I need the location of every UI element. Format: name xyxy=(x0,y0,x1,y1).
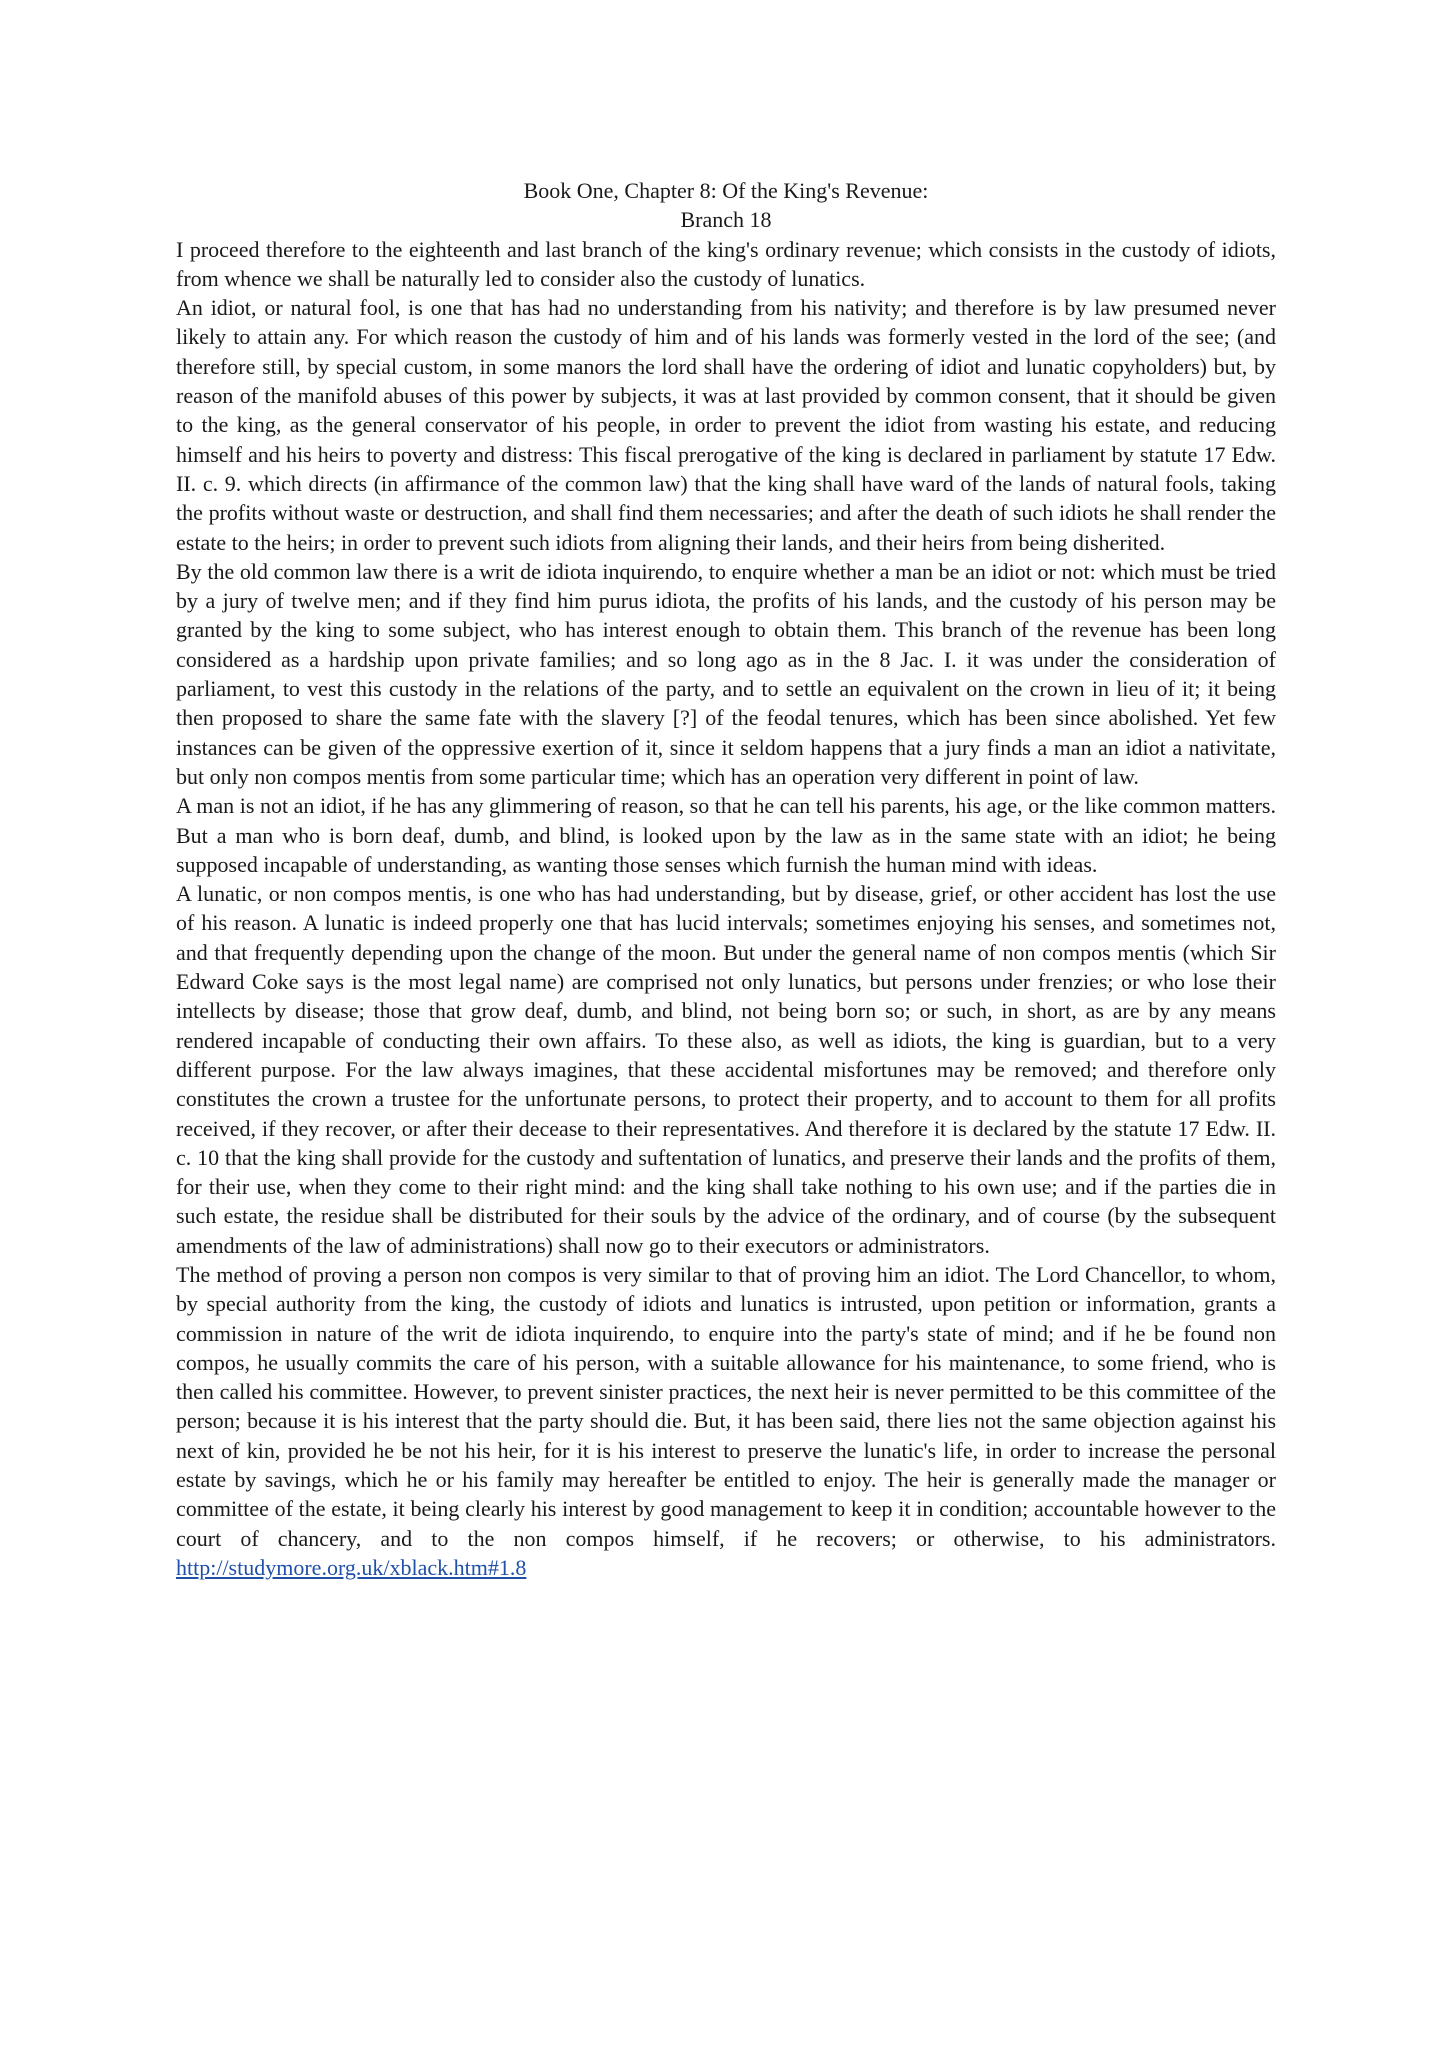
paragraph-2: An idiot, or natural fool, is one that has had no understanding from his nativity; and therefore is by law presumed never likely to attain any. For which reason the custody of him and of his lands was formerly vested in the lord of the see; (and therefore still, by special custom, in some manors the lord shall have the ordering of idiot and lunatic copyholders) but, by reason of the manifold abuses of this power by subjects, it was at last provided by common consent, that it should be given to the king, as the general conservator of his people, in order to prevent the idiot from wasting his estate, and reducing himself and his heirs to poverty and distress: This fiscal prerogative of the king is declared in parliament by statute 17 Edw. II. c. 9. which directs (in affirmance of the common law) that the king shall have ward of the lands of natural fools, taking the profits without waste or destruction, and shall find them necessaries; and after the death of such idiots he shall render the estate to the heirs; in order to prevent such idiots from aligning their lands, and their heirs from being disherited. xyxy=(176,295,1276,555)
paragraph-1: I proceed therefore to the eighteenth and last branch of the king's ordinary revenue; which consists in the custody of idiots, from whence we shall be naturally led to consider also the custody of lunatics. xyxy=(176,236,1276,291)
paragraph-4: A man is not an idiot, if he has any glimmering of reason, so that he can tell his parents, his age, or the like common matters. But a man who is born deaf, dumb, and blind, is looked upon by the law as in the same state with an idiot; he being supposed incapable of understanding, as wanting those senses which furnish the human mind with ideas. xyxy=(176,793,1276,877)
paragraph-6-text: The method of proving a person non compos is very similar to that of proving him an idiot. The Lord Chancellor, to whom, by special authority from the king, the custody of idiots and lunatics is intrusted, upon petition or information, grants a commission in nature of the writ de idiota inquirendo, to enquire into the party's state of mind; and if he be found non compos, he usually commits the care of his person, with a suitable allowance for his maintenance, to some friend, who is then called his committee. However, to prevent sinister practices, the next heir is never permitted to be this committee of the person; because it is his interest that the party should die. But, it has been said, there lies not the same objection against his next of kin, provided he be not his heir, for it is his interest to preserve the lunatic's life, in order to increase the personal estate by savings, which he or his family may hereafter be entitled to enjoy. The heir is generally made the manager or committee of the estate, it being clearly his interest by good management to keep it in condition; accountable however to the court of chancery, and to the non compos himself, if he recovers; or otherwise, to his administrators. xyxy=(176,1261,1276,1551)
document-title-line-1: Book One, Chapter 8: Of the King's Revenue: xyxy=(523,178,929,203)
source-link[interactable]: http://studymore.org.uk/xblack.htm#1.8 xyxy=(176,1554,527,1580)
paragraph-6 xyxy=(176,1260,1276,1582)
document-title-line-2: Branch 18 xyxy=(680,207,772,233)
paragraph-5: A lunatic, or non compos mentis, is one who has had understanding, but by disease, grief, or other accident has lost the use of his reason. A lunatic is indeed properly one that has lucid intervals; sometimes enjoying his senses, and sometimes not, and that frequently depending upon the change of the moon. But under the general name of non compos mentis (which Sir Edward Coke says is the most legal name) are comprised not only lunatics, but persons under frenzies; or who lose their intellects by disease; those that grow deaf, dumb, and blind, not being born so; or such, in short, as are by any means rendered incapable of conducting their own affairs. To these also, as well as idiots, the king is guardian, but to a very different purpose. For the law always imagines, that these accidental misfortunes may be removed; and therefore only constitutes the crown a trustee for the unfortunate persons, to protect their property, and to account to them for all profits received, if they recover, or after their decease to their representatives. And therefore it is declared by the statute 17 Edw. II. c. 10 that the king shall provide for the custody and suftentation of lunatics, and preserve their lands and the profits of them, for their use, when they come to their right mind: and the king shall take nothing to his own use; and if the parties die in such estate, the residue shall be distributed for their souls by the advice of the ordinary, and of course (by the subsequent amendments of the law of administrations) shall now go to their executors or administrators. xyxy=(176,881,1276,1258)
document-page xyxy=(176,176,1276,1582)
paragraph-3: By the old common law there is a writ de idiota inquirendo, to enquire whether a man be an idiot or not: which must be tried by a jury of twelve men; and if they find him purus idiota, the profits of his lands, and the custody of his person may be granted by the king to some subject, who has interest enough to obtain them. This branch of the revenue has been long considered as a hardship upon private families; and so long ago as in the 8 Jac. I. it was under the consideration of parliament, to vest this custody in the relations of the party, and to settle an equivalent on the crown in lieu of it; it being then proposed to share the same fate with the slavery [?] of the feodal tenures, which has been since abolished. Yet few instances can be given of the oppressive exertion of it, since it seldom happens that a jury finds a man an idiot a nativitate, but only non compos mentis from some particular time; which has an operation very different in point of law. xyxy=(176,558,1276,789)
